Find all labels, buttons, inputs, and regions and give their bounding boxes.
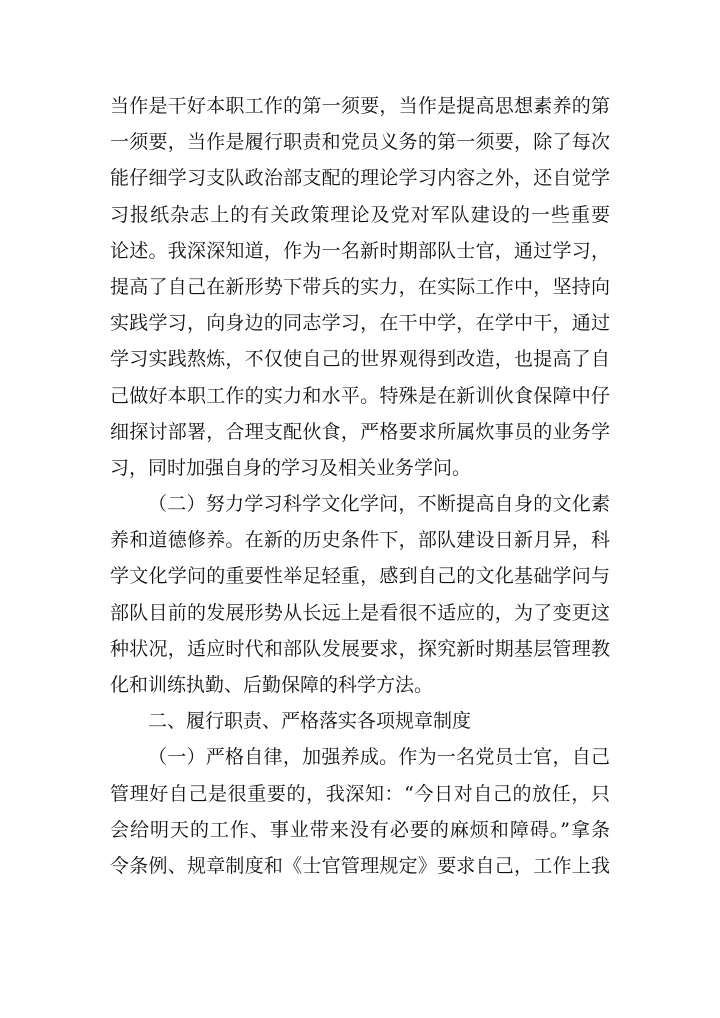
paragraph-line: 会给明天的工作、事业带来没有必要的麻烦和障碍。”拿条 bbox=[110, 818, 610, 841]
paragraph-line: 实践学习，向身边的同志学习，在干中学，在学中干，通过 bbox=[110, 312, 610, 335]
paragraph-line: 当作是干好本职工作的第一须要，当作是提高思想素养的第 bbox=[110, 95, 610, 117]
paragraph-line: 化和训练执勤、后勤保障的科学方法。 bbox=[110, 674, 434, 696]
paragraph-line: （二）努力学习科学文化学问，不断提高自身的文化素 bbox=[148, 493, 610, 516]
paragraph-line: 细探讨部署，合理支配伙食，严格要求所属炊事员的业务学 bbox=[110, 420, 610, 443]
paragraph-line: 论述。我深深知道，作为一名新时期部队士官，通过学习， bbox=[110, 239, 610, 262]
section-heading: 二、履行职责、严格落实各项规章制度 bbox=[148, 710, 472, 733]
paragraph-line: 习报纸杂志上的有关政策理论及党对军队建设的一些重要 bbox=[110, 203, 610, 226]
paragraph-line: 令条例、规章制度和《士官管理规定》要求自己，工作上我 bbox=[110, 854, 610, 877]
paragraph-line: 能仔细学习支队政治部支配的理论学习内容之外，还自觉学 bbox=[110, 167, 610, 190]
paragraph-line: 己做好本职工作的实力和水平。特殊是在新训伙食保障中仔 bbox=[110, 384, 610, 407]
paragraph-line: 种状况，适应时代和部队发展要求，探究新时期基层管理教 bbox=[110, 637, 610, 660]
paragraph-line: 管理好自己是很重要的，我深知：“今日对自己的放任，只 bbox=[110, 782, 610, 805]
paragraph-line: 一须要，当作是履行职责和党员义务的第一须要，除了每次 bbox=[110, 131, 610, 154]
document-body bbox=[110, 88, 610, 884]
paragraph-line: 部队目前的发展形势从长远上是看很不适应的，为了变更这 bbox=[110, 601, 610, 624]
paragraph-line: 养和道德修养。在新的历史条件下，部队建设日新月异，科 bbox=[110, 529, 610, 552]
paragraph-line: 学习实践熬炼，不仅使自己的世界观得到改造，也提高了自 bbox=[110, 348, 610, 371]
paragraph-line: 学文化学问的重要性举足轻重，感到自己的文化基础学问与 bbox=[110, 565, 610, 588]
paragraph-line: 提高了自己在新形势下带兵的实力，在实际工作中，坚持向 bbox=[110, 275, 610, 298]
paragraph-line: （一）严格自律，加强养成。作为一名党员士官，自己 bbox=[148, 746, 610, 769]
paragraph-line: 习，同时加强自身的学习及相关业务学问。 bbox=[110, 456, 472, 479]
